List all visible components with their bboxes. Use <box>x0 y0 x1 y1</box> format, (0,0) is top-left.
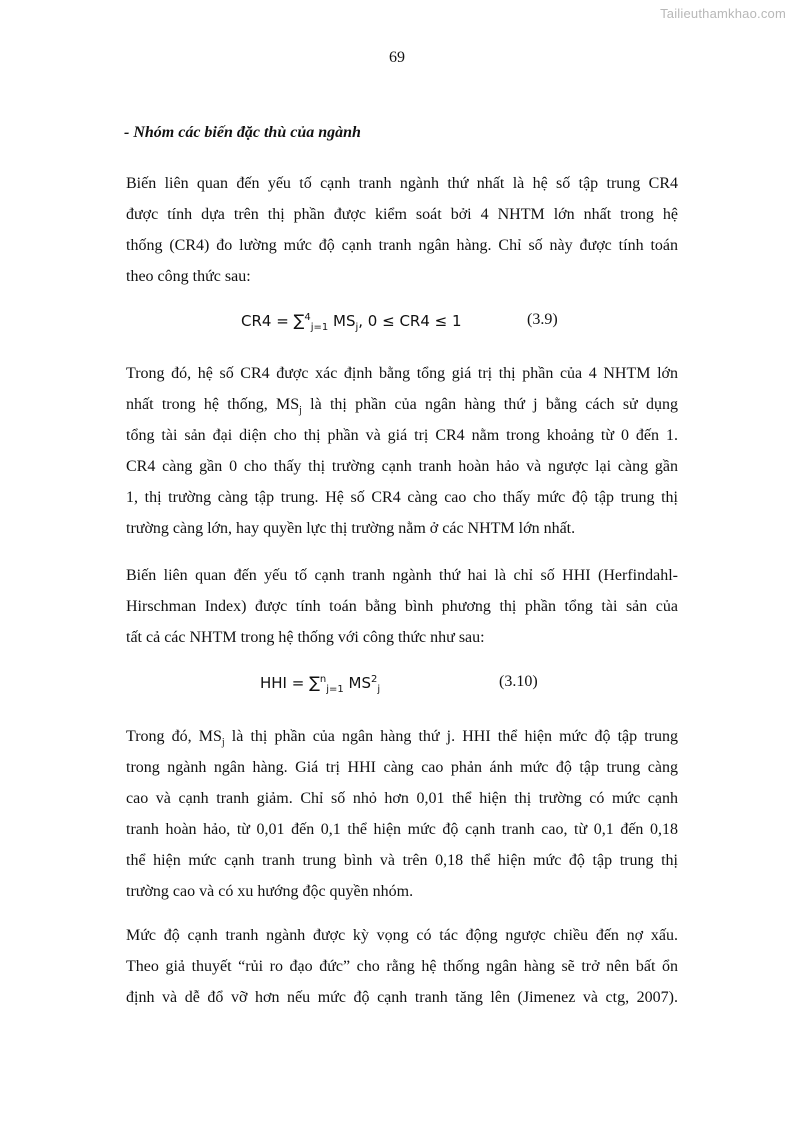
section-heading: - Nhóm các biến đặc thù của ngành <box>124 124 361 141</box>
text-line: cao và cạnh tranh giảm. Chỉ số nhỏ hơn 0,01 thể hiện thị trường có mức cạnh <box>126 790 678 807</box>
paragraph-cr4-explanation <box>126 358 678 544</box>
formula-hhi <box>0 673 794 697</box>
formula-term-superscript: 2 <box>371 674 378 685</box>
summation-symbol: ∑ <box>309 673 320 692</box>
text-fragment: nhất trong hệ thống, MS <box>126 396 300 413</box>
text-line: Trong đó, hệ số CR4 được xác định bằng tổng giá trị thị phần của 4 NHTM lớn <box>126 365 678 382</box>
text-line <box>126 721 678 752</box>
paragraph-hhi-intro <box>126 560 678 653</box>
text-line: theo công thức sau: <box>126 268 251 285</box>
formula-condition: , 0 ≤ CR4 ≤ 1 <box>358 312 462 330</box>
formula-lhs: CR4 = <box>241 312 294 330</box>
ms-subscript: j <box>299 405 302 417</box>
text-line: trường cao và có xu hướng độc quyền nhóm. <box>126 883 414 900</box>
formula-term: MS <box>333 312 356 330</box>
sum-lower-limit: j=1 <box>310 322 329 333</box>
sum-lower-limit: j=1 <box>326 684 344 695</box>
paragraph-competition-effect <box>126 920 678 1013</box>
paragraph-hhi-explanation <box>126 721 678 907</box>
text-fragment: là thị phần của ngân hàng thứ j bằng cách sử dụng <box>301 396 678 413</box>
formula-term-subscript: j <box>377 684 381 695</box>
paragraph-cr4-intro <box>126 168 678 292</box>
formula-cr4 <box>0 311 794 335</box>
text-line: Mức độ cạnh tranh ngành được kỳ vọng có tác động ngược chiều đến nợ xấu. <box>126 927 678 944</box>
text-line: tổng tài sản đại diện cho thị phần và giá trị CR4 nằm trong khoảng từ 0 đến 1. <box>126 427 678 444</box>
sum-upper-limit: n <box>319 674 327 685</box>
formula-cr4-expression <box>241 311 462 333</box>
text-line: Theo giả thuyết “rủi ro đạo đức” cho rằng hệ thống ngân hàng sẽ trở nên bất ổn <box>126 958 678 975</box>
text-line: trường càng lớn, hay quyền lực thị trường nằm ở các NHTM lớn nhất. <box>126 520 576 537</box>
text-line: tất cả các NHTM trong hệ thống với công thức như sau: <box>126 629 485 646</box>
equation-number: (3.9) <box>527 311 558 328</box>
text-line: trong ngành ngân hàng. Giá trị HHI càng cao phản ánh mức độ tập trung càng <box>126 759 678 776</box>
text-line: thể hiện mức cạnh tranh trung bình và trên 0,18 thể hiện mức độ tập trung thị <box>126 852 678 869</box>
text-line: được tính dựa trên thị phần được kiểm soát bởi 4 NHTM lớn nhất trong hệ <box>126 206 678 223</box>
formula-term: MS <box>348 674 371 692</box>
text-line: Hirschman Index) được tính toán bằng bình phương thị phần tổng tài sản của <box>126 598 678 615</box>
text-line: 1, thị trường càng tập trung. Hệ số CR4 càng cao cho thấy mức độ tập trung thị <box>126 489 678 506</box>
formula-term-subscript: j <box>355 322 359 333</box>
text-line: Biến liên quan đến yếu tố cạnh tranh ngành thứ nhất là hệ số tập trung CR4 <box>126 175 678 192</box>
text-line <box>126 389 678 420</box>
text-fragment: là thị phần của ngân hàng thứ j. HHI thể hiện mức độ tập trung <box>224 728 679 745</box>
page-number: 69 <box>389 49 405 66</box>
text-line: định và dễ đổ vỡ hơn nếu mức độ cạnh tranh tăng lên (Jimenez và ctg, 2007). <box>126 989 678 1006</box>
watermark: Tailieuthamkhao.com <box>660 6 786 21</box>
text-line: thống (CR4) đo lường mức độ cạnh tranh ngân hàng. Chỉ số này được tính toán <box>126 237 678 254</box>
text-fragment: Trong đó, MS <box>126 728 222 745</box>
formula-hhi-expression <box>260 673 381 695</box>
equation-number: (3.10) <box>499 673 538 690</box>
text-line: tranh hoàn hảo, từ 0,01 đến 0,1 thể hiện mức độ cạnh tranh cao, từ 0,1 đến 0,18 <box>126 821 678 838</box>
text-line: Biến liên quan đến yếu tố cạnh tranh ngành thứ hai là chỉ số HHI (Herfindahl- <box>126 567 678 584</box>
sum-upper-limit: 4 <box>304 312 311 323</box>
summation-symbol: ∑ <box>293 311 305 330</box>
ms-subscript: j <box>221 737 225 749</box>
formula-lhs: HHI = <box>260 674 310 692</box>
text-line: CR4 càng gần 0 cho thấy thị trường cạnh tranh hoàn hảo và ngược lại càng gần <box>126 458 678 475</box>
